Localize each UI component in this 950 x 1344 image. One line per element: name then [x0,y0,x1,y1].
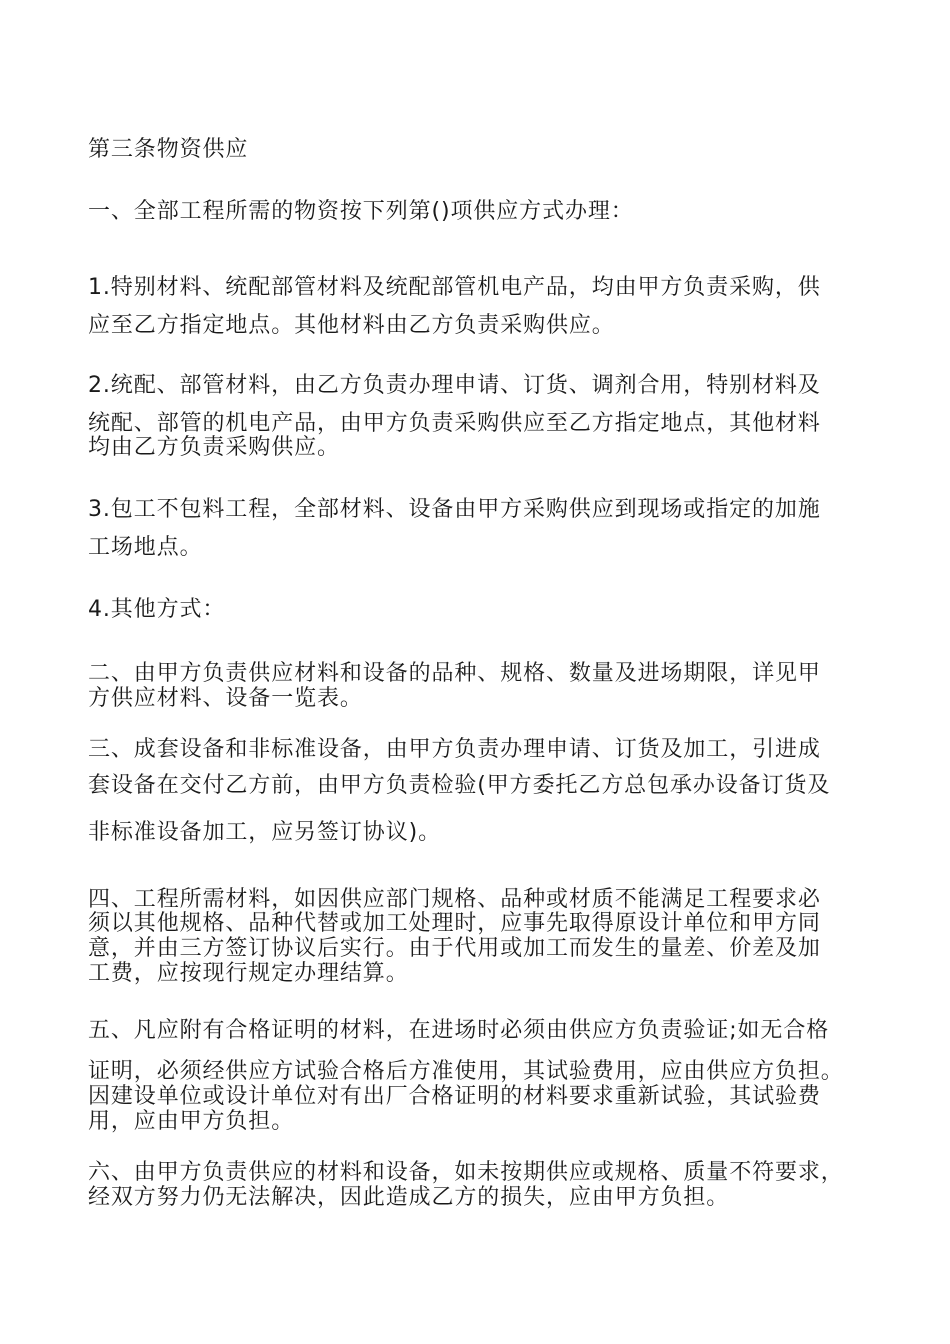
article-title: 第三条物资供应 [88,137,249,162]
text-line: 均由乙方负责采购供应。 [88,435,340,460]
text-line: 一、全部工程所需的物资按下列第()项供应方式办理： [88,199,634,224]
text-line: 非标准设备加工，应另签订协议)。 [88,820,441,845]
text-line: 应至乙方指定地点。其他材料由乙方负责采购供应。 [88,313,615,338]
text-line: 三、成套设备和非标准设备，由甲方负责办理申请、订货及加工，引进成 [88,737,821,762]
text-line: 因建设单位或设计单位对有出厂合格证明的材料要求重新试验，其试验费 [88,1084,821,1109]
text-line: 统配、部管的机电产品，由甲方负责采购供应至乙方指定地点，其他材料 [88,411,821,436]
text-line: 经双方努力仍无法解决，因此造成乙方的损失，应由甲方负担。 [88,1185,730,1210]
text-line: 证明，必须经供应方试验合格后方准使用，其试验费用，应由供应方负担。 [88,1059,844,1084]
text-line: 须以其他规格、品种代替或加工处理时，应事先取得原设计单位和甲方同 [88,911,821,936]
text-line: 六、由甲方负责供应的材料和设备，如未按期供应或规格、质量不符要求， [88,1160,844,1185]
text-line: 工费，应按现行规定办理结算。 [88,961,409,986]
text-line: 3.包工不包料工程，全部材料、设备由甲方采购供应到现场或指定的加施 [88,497,821,522]
text-line: 方供应材料、设备一览表。 [88,686,363,711]
text-line: 4.其他方式： [88,597,226,622]
text-line: 工场地点。 [88,535,203,560]
text-line: 意，并由三方签订协议后实行。由于代用或加工而发生的量差、价差及加 [88,936,821,961]
text-line: 五、凡应附有合格证明的材料，在进场时必须由供应方负责验证;如无合格 [88,1018,830,1043]
text-line: 二、由甲方负责供应材料和设备的品种、规格、数量及进场期限，详见甲 [88,661,821,686]
text-line: 用，应由甲方负担。 [88,1109,295,1134]
text-line: 1.特别材料、统配部管材料及统配部管机电产品，均由甲方负责采购，供 [88,275,821,300]
text-line: 2.统配、部管材料，由乙方负责办理申请、订货、调剂合用，特别材料及 [88,373,821,398]
text-line: 四、工程所需材料，如因供应部门规格、品种或材质不能满足工程要求必 [88,887,821,912]
text-line: 套设备在交付乙方前，由甲方负责检验(甲方委托乙方总包承办设备订货及 [88,773,831,798]
